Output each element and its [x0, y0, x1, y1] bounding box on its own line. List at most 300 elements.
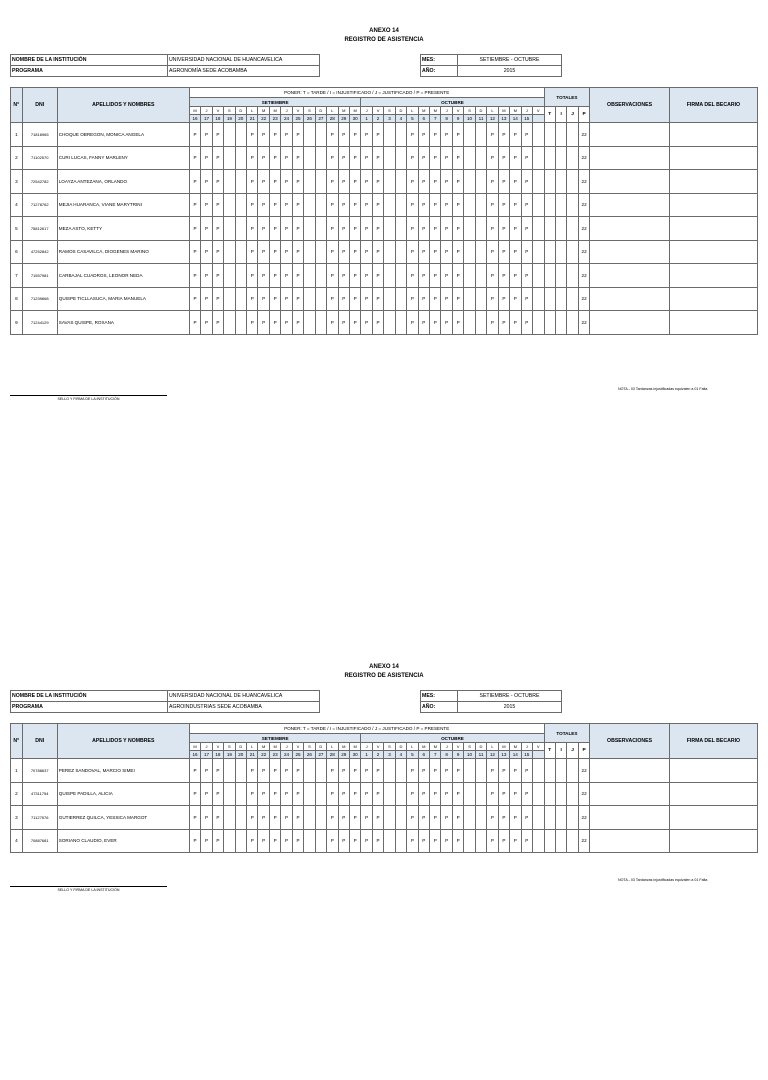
attendance-mark-cell: P	[361, 806, 372, 830]
attendance-mark-cell	[224, 146, 235, 170]
attendance-mark-cell: P	[258, 146, 269, 170]
attendance-mark-cell	[304, 829, 315, 853]
day-number-cell: 14	[510, 751, 521, 759]
attendance-mark-cell: P	[201, 759, 212, 783]
total-j-cell	[567, 759, 578, 783]
observations-header: OBSERVACIONES	[590, 724, 669, 759]
observations-cell	[590, 829, 669, 853]
total-j-cell	[567, 170, 578, 194]
attendance-mark-cell: P	[327, 759, 338, 783]
attendance-mark-cell	[532, 240, 544, 264]
attendance-mark-cell	[235, 759, 246, 783]
attendance-mark-cell: P	[292, 829, 303, 853]
row-number: 1	[11, 759, 23, 783]
attendance-mark-cell: P	[407, 193, 418, 217]
attendance-legend: PONER: T = TARDE / I = INJUSTIFICADO / J = JUSTIFICADO / P = PRESENTE	[189, 88, 544, 98]
weekday-cell: L	[407, 743, 418, 751]
attendance-mark-cell	[464, 217, 475, 241]
attendance-mark-cell	[464, 240, 475, 264]
month-label: MES:	[421, 691, 458, 702]
attendance-mark-cell: P	[269, 287, 280, 311]
weekday-cell: M	[418, 107, 429, 115]
day-number-cell: 9	[452, 115, 463, 123]
attendance-mark-cell	[224, 759, 235, 783]
attendance-mark-cell: P	[349, 311, 360, 335]
attendance-mark-cell: P	[498, 170, 509, 194]
attendance-mark-cell: P	[452, 806, 463, 830]
total-p-cell: 22	[578, 806, 589, 830]
attendance-mark-cell: P	[418, 829, 429, 853]
attendance-mark-cell: P	[372, 170, 383, 194]
attendance-mark-cell: P	[258, 806, 269, 830]
attendance-mark-cell: P	[189, 264, 200, 288]
attendance-mark-cell: P	[212, 759, 223, 783]
dni-cell: 70788637	[22, 759, 57, 783]
signature-cell	[669, 193, 757, 217]
attendance-mark-cell: P	[281, 217, 292, 241]
attendance-mark-cell	[395, 287, 406, 311]
total-i-cell	[555, 759, 566, 783]
attendance-mark-cell: P	[269, 806, 280, 830]
attendance-mark-cell: P	[258, 829, 269, 853]
attendance-mark-cell: P	[441, 287, 452, 311]
student-name-cell: RAMOS CASAVILCA, DIOGENES MARINO	[57, 240, 189, 264]
total-t-cell	[544, 193, 555, 217]
weekday-cell: D	[315, 743, 326, 751]
attendance-mark-cell	[315, 287, 326, 311]
weekday-cell: J	[521, 107, 532, 115]
attendance-mark-cell: P	[441, 806, 452, 830]
attendance-mark-cell: P	[361, 311, 372, 335]
day-number-cell: 18	[212, 115, 223, 123]
attendance-mark-cell: P	[510, 806, 521, 830]
attendance-mark-cell: P	[441, 217, 452, 241]
attendance-mark-cell: P	[487, 759, 498, 783]
name-header: APELLIDOS Y NOMBRES	[57, 724, 189, 759]
day-number-cell: 23	[269, 115, 280, 123]
total-p-header: P	[578, 743, 589, 759]
day-number-cell: 4	[395, 115, 406, 123]
attendance-mark-cell: P	[327, 806, 338, 830]
attendance-mark-cell	[304, 782, 315, 806]
attendance-mark-cell: P	[189, 806, 200, 830]
attendance-mark-cell: P	[361, 759, 372, 783]
attendance-mark-cell: P	[452, 123, 463, 147]
tardiness-note: NOTA.- 03 Tardanzas injustificadas equivalen a 01 Falta	[618, 387, 708, 391]
attendance-mark-cell	[532, 311, 544, 335]
attendance-mark-cell	[395, 806, 406, 830]
attendance-mark-cell: P	[361, 287, 372, 311]
attendance-mark-cell	[224, 264, 235, 288]
attendance-mark-cell: P	[487, 146, 498, 170]
attendance-mark-cell: P	[269, 759, 280, 783]
attendance-mark-cell: P	[327, 146, 338, 170]
attendance-mark-cell	[235, 193, 246, 217]
attendance-mark-cell: P	[269, 829, 280, 853]
attendance-mark-cell	[304, 146, 315, 170]
attendance-mark-cell	[304, 311, 315, 335]
attendance-mark-cell: P	[430, 123, 441, 147]
day-number-cell: 22	[258, 115, 269, 123]
totals-header: TOTALES	[544, 724, 590, 743]
attendance-mark-cell	[464, 287, 475, 311]
attendance-mark-cell: P	[258, 287, 269, 311]
total-i-header: I	[555, 743, 566, 759]
attendance-mark-cell: P	[349, 759, 360, 783]
attendance-mark-cell: P	[452, 240, 463, 264]
attendance-mark-cell: P	[247, 240, 258, 264]
attendance-mark-cell: P	[487, 193, 498, 217]
month-october-header: OCTUBRE	[361, 98, 544, 107]
attendance-mark-cell: P	[430, 264, 441, 288]
attendance-mark-cell: P	[201, 193, 212, 217]
attendance-mark-cell: P	[487, 806, 498, 830]
institution-value: UNIVERSIDAD NACIONAL DE HUANCAVELICA	[168, 55, 320, 66]
attendance-mark-cell	[464, 759, 475, 783]
attendance-mark-cell	[532, 170, 544, 194]
day-number-cell: 27	[315, 115, 326, 123]
attendance-mark-cell: P	[292, 287, 303, 311]
attendance-mark-cell: P	[327, 782, 338, 806]
day-number-cell: 3	[384, 115, 395, 123]
weekday-cell: V	[372, 107, 383, 115]
total-t-cell	[544, 123, 555, 147]
month-september-header: SETIEMBRE	[189, 734, 361, 743]
attendance-mark-cell	[384, 287, 395, 311]
attendance-mark-cell: P	[327, 217, 338, 241]
dni-cell: 71278762	[22, 193, 57, 217]
attendance-mark-cell: P	[418, 782, 429, 806]
student-name-cell: LOAYZA ANTEZANA, ORLANDO	[57, 170, 189, 194]
attendance-mark-cell: P	[407, 829, 418, 853]
day-number-cell: 22	[258, 751, 269, 759]
attendance-mark-cell: P	[281, 311, 292, 335]
day-number-cell: 2	[372, 115, 383, 123]
year-label: AÑO:	[421, 66, 458, 77]
total-t-cell	[544, 782, 555, 806]
attendance-mark-cell: P	[292, 240, 303, 264]
attendance-mark-cell: P	[361, 170, 372, 194]
total-j-cell	[567, 217, 578, 241]
day-number-cell: 19	[224, 751, 235, 759]
attendance-mark-cell: P	[281, 782, 292, 806]
attendance-mark-cell	[464, 311, 475, 335]
attendance-mark-cell: P	[487, 217, 498, 241]
attendance-mark-cell: P	[212, 146, 223, 170]
attendance-mark-cell: P	[327, 311, 338, 335]
attendance-mark-cell	[464, 806, 475, 830]
total-t-header: T	[544, 107, 555, 123]
attendance-mark-cell: P	[247, 311, 258, 335]
attendance-mark-cell: P	[361, 264, 372, 288]
attendance-mark-cell: P	[510, 170, 521, 194]
dni-cell: 71244129	[22, 311, 57, 335]
day-number-cell: 15	[521, 751, 532, 759]
attendance-mark-cell: P	[372, 146, 383, 170]
attendance-mark-cell: P	[247, 806, 258, 830]
weekday-cell: M	[498, 107, 509, 115]
weekday-cell: V	[372, 743, 383, 751]
attendance-mark-cell: P	[338, 806, 349, 830]
total-p-cell: 22	[578, 311, 589, 335]
month-value: SETIEMBRE - OCTUBRE	[458, 55, 562, 66]
row-number: 9	[11, 311, 23, 335]
total-t-cell	[544, 264, 555, 288]
dni-cell: 71102570	[22, 146, 57, 170]
table-row	[11, 123, 758, 147]
attendance-mark-cell	[304, 287, 315, 311]
attendance-mark-cell: P	[281, 759, 292, 783]
attendance-mark-cell	[315, 264, 326, 288]
attendance-mark-cell: P	[189, 311, 200, 335]
attendance-legend: PONER: T = TARDE / I = INJUSTIFICADO / J = JUSTIFICADO / P = PRESENTE	[189, 724, 544, 734]
attendance-mark-cell: P	[189, 759, 200, 783]
attendance-mark-cell: P	[430, 193, 441, 217]
attendance-mark-cell: P	[407, 287, 418, 311]
attendance-mark-cell: P	[292, 170, 303, 194]
day-number-cell: 21	[247, 751, 258, 759]
institution-value: UNIVERSIDAD NACIONAL DE HUANCAVELICA	[168, 691, 320, 702]
observations-cell	[590, 170, 669, 194]
weekday-cell: M	[430, 107, 441, 115]
attendance-mark-cell	[475, 829, 486, 853]
day-number-cell: 9	[452, 751, 463, 759]
attendance-mark-cell: P	[407, 806, 418, 830]
attendance-mark-cell	[475, 217, 486, 241]
attendance-mark-cell	[395, 146, 406, 170]
attendance-mark-cell: P	[349, 829, 360, 853]
attendance-mark-cell: P	[372, 311, 383, 335]
attendance-mark-cell	[384, 146, 395, 170]
attendance-mark-cell: P	[372, 806, 383, 830]
attendance-mark-cell	[464, 146, 475, 170]
weekday-cell: V	[452, 743, 463, 751]
weekday-cell: D	[315, 107, 326, 115]
attendance-mark-cell: P	[292, 759, 303, 783]
attendance-mark-cell	[315, 217, 326, 241]
attendance-mark-cell	[384, 193, 395, 217]
attendance-mark-cell	[464, 170, 475, 194]
attendance-mark-cell: P	[521, 123, 532, 147]
attendance-mark-cell	[315, 782, 326, 806]
row-number: 3	[11, 170, 23, 194]
institution-label: NOMBRE DE LA INSTITUCIÓN	[11, 691, 168, 702]
attendance-mark-cell: P	[521, 829, 532, 853]
attendance-mark-cell: P	[327, 123, 338, 147]
total-p-cell: 22	[578, 759, 589, 783]
dni-cell: 71816965	[22, 123, 57, 147]
table-row	[11, 311, 758, 335]
weekday-cell: D	[475, 743, 486, 751]
signature-cell	[669, 311, 757, 335]
total-p-cell: 22	[578, 193, 589, 217]
attendance-mark-cell: P	[521, 311, 532, 335]
student-name-cell: MEZA ASTO, KETTY	[57, 217, 189, 241]
weekday-cell: M	[269, 107, 280, 115]
total-p-cell: 22	[578, 146, 589, 170]
program-label: PROGRAMA	[11, 702, 168, 713]
total-i-cell	[555, 264, 566, 288]
attendance-mark-cell: P	[441, 123, 452, 147]
attendance-mark-cell: P	[487, 123, 498, 147]
weekday-cell: D	[235, 107, 246, 115]
attendance-mark-cell	[475, 146, 486, 170]
attendance-mark-cell: P	[407, 759, 418, 783]
total-t-cell	[544, 287, 555, 311]
attendance-mark-cell: P	[189, 170, 200, 194]
year-label: AÑO:	[421, 702, 458, 713]
attendance-mark-cell	[475, 123, 486, 147]
attendance-mark-cell: P	[407, 264, 418, 288]
total-p-cell: 22	[578, 829, 589, 853]
weekday-cell: L	[407, 107, 418, 115]
attendance-mark-cell: P	[418, 287, 429, 311]
table-row	[11, 287, 758, 311]
attendance-mark-cell: P	[441, 829, 452, 853]
total-j-cell	[567, 240, 578, 264]
weekday-cell: M	[430, 743, 441, 751]
attendance-mark-cell	[235, 806, 246, 830]
attendance-mark-cell: P	[212, 829, 223, 853]
attendance-mark-cell	[235, 264, 246, 288]
total-i-cell	[555, 193, 566, 217]
weekday-cell: M	[510, 743, 521, 751]
attendance-mark-cell: P	[212, 170, 223, 194]
attendance-mark-cell	[464, 123, 475, 147]
tardiness-note: NOTA.- 03 Tardanzas injustificadas equivalen a 01 Falta	[618, 878, 708, 882]
period-info-table	[420, 690, 562, 713]
attendance-mark-cell: P	[258, 193, 269, 217]
attendance-mark-cell	[384, 806, 395, 830]
attendance-mark-cell: P	[430, 759, 441, 783]
weekday-cell: M	[498, 743, 509, 751]
attendance-mark-cell	[532, 217, 544, 241]
table-row	[11, 170, 758, 194]
attendance-mark-cell: P	[201, 782, 212, 806]
table-row	[11, 217, 758, 241]
attendance-mark-cell: P	[430, 217, 441, 241]
attendance-mark-cell: P	[418, 146, 429, 170]
attendance-mark-cell: P	[269, 240, 280, 264]
attendance-mark-cell: P	[498, 287, 509, 311]
attendance-mark-cell	[224, 287, 235, 311]
attendance-mark-cell: P	[201, 170, 212, 194]
attendance-mark-cell: P	[338, 170, 349, 194]
total-t-cell	[544, 240, 555, 264]
attendance-mark-cell	[315, 806, 326, 830]
attendance-mark-cell: P	[189, 240, 200, 264]
weekday-cell: S	[304, 743, 315, 751]
weekday-cell: S	[224, 107, 235, 115]
weekday-cell: L	[487, 743, 498, 751]
attendance-mark-cell: P	[361, 146, 372, 170]
attendance-mark-cell: P	[441, 264, 452, 288]
attendance-mark-cell: P	[201, 806, 212, 830]
weekday-cell: D	[475, 107, 486, 115]
weekday-cell: S	[304, 107, 315, 115]
attendance-mark-cell: P	[338, 123, 349, 147]
signature-header: FIRMA DEL BECARIO	[669, 724, 757, 759]
attendance-mark-cell	[395, 193, 406, 217]
attendance-mark-cell: P	[281, 264, 292, 288]
attendance-mark-cell: P	[349, 264, 360, 288]
observations-cell	[590, 311, 669, 335]
total-i-cell	[555, 217, 566, 241]
total-j-cell	[567, 311, 578, 335]
attendance-mark-cell: P	[372, 240, 383, 264]
attendance-mark-cell: P	[407, 240, 418, 264]
attendance-mark-cell: P	[372, 759, 383, 783]
attendance-mark-cell	[315, 170, 326, 194]
attendance-mark-cell: P	[418, 264, 429, 288]
attendance-mark-cell: P	[430, 806, 441, 830]
weekday-cell: J	[281, 107, 292, 115]
weekday-cell: M	[418, 743, 429, 751]
observations-cell	[590, 782, 669, 806]
table-row	[11, 146, 758, 170]
attendance-mark-cell: P	[452, 264, 463, 288]
attendance-mark-cell	[235, 829, 246, 853]
observations-cell	[590, 759, 669, 783]
attendance-mark-cell: P	[247, 123, 258, 147]
attendance-mark-cell	[532, 264, 544, 288]
weekday-cell: L	[247, 107, 258, 115]
month-value: SETIEMBRE - OCTUBRE	[458, 691, 562, 702]
attendance-mark-cell: P	[338, 264, 349, 288]
attendance-mark-cell	[224, 217, 235, 241]
day-number-cell: 29	[338, 751, 349, 759]
attendance-mark-cell	[395, 759, 406, 783]
day-number-cell: 23	[269, 751, 280, 759]
day-number-cell: 24	[281, 115, 292, 123]
attendance-mark-cell: P	[430, 170, 441, 194]
attendance-mark-cell: P	[292, 123, 303, 147]
weekday-cell: M	[338, 743, 349, 751]
weekday-cell: V	[532, 743, 544, 751]
day-number-cell: 19	[224, 115, 235, 123]
attendance-mark-cell	[315, 829, 326, 853]
attendance-mark-cell: P	[372, 217, 383, 241]
attendance-mark-cell: P	[201, 240, 212, 264]
attendance-mark-cell: P	[212, 193, 223, 217]
attendance-mark-cell: P	[487, 264, 498, 288]
attendance-mark-cell: P	[258, 123, 269, 147]
day-number-cell: 8	[441, 115, 452, 123]
row-number: 6	[11, 240, 23, 264]
attendance-mark-cell	[384, 264, 395, 288]
attendance-mark-cell	[395, 240, 406, 264]
attendance-mark-cell: P	[258, 217, 269, 241]
attendance-mark-cell: P	[201, 311, 212, 335]
weekday-cell: M	[269, 743, 280, 751]
attendance-mark-cell: P	[418, 170, 429, 194]
institution-signature-label: SELLO Y FIRMA DE LA INSTITUCIÓN	[57, 888, 120, 892]
weekday-cell: S	[224, 743, 235, 751]
attendance-mark-cell: P	[338, 287, 349, 311]
student-name-cell: CHOQUE OBREGON, MONICA ANGELA	[57, 123, 189, 147]
day-number-cell: 26	[304, 115, 315, 123]
attendance-mark-cell	[395, 123, 406, 147]
attendance-mark-cell: P	[281, 287, 292, 311]
attendance-mark-cell	[475, 264, 486, 288]
day-number-cell: 28	[327, 751, 338, 759]
row-number: 3	[11, 806, 23, 830]
month-label: MES:	[421, 55, 458, 66]
attendance-mark-cell: P	[418, 193, 429, 217]
attendance-mark-cell: P	[292, 782, 303, 806]
total-t-cell	[544, 311, 555, 335]
attendance-mark-cell: P	[338, 311, 349, 335]
